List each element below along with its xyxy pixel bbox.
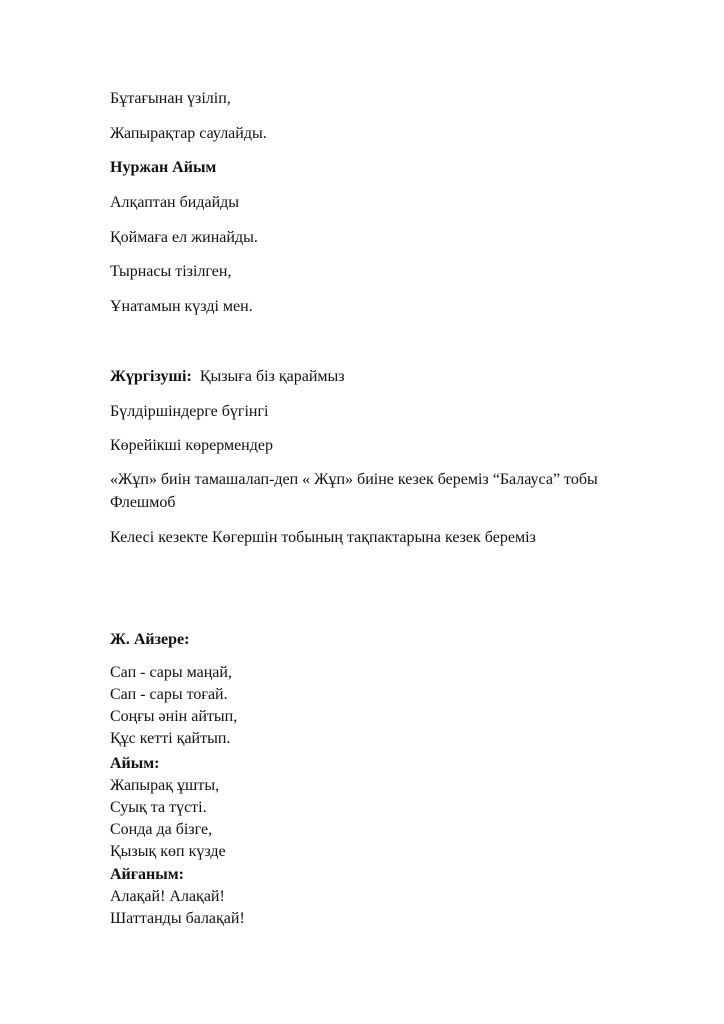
poem-line: Сап - сары тоғай. <box>110 686 228 703</box>
poem-line: Қоймаға ел жинайды. <box>110 229 258 246</box>
poem-line: Алақай! Алақай! <box>110 888 225 905</box>
poem-line: Суық та түсті. <box>110 799 207 816</box>
stanza <box>110 753 226 863</box>
stanza <box>110 662 237 750</box>
poem-line: Жапырақ ұшты, <box>110 777 220 794</box>
speaker-name: Айым: <box>110 755 160 772</box>
poem-line: Бұтағынан үзіліп, <box>110 90 231 107</box>
speaker-name: Айғаным: <box>110 866 184 883</box>
poem-line: Сап - сары маңай, <box>110 664 232 681</box>
poem-line: Тырнасы тізілген, <box>110 263 232 280</box>
speaker-name: Нуржан Айым <box>110 159 217 176</box>
poem-line: Шаттанды балақай! <box>110 910 245 927</box>
host-text: Қызыға біз қараймыз <box>199 368 345 385</box>
poem-line: Қызық көп күзде <box>110 843 226 860</box>
paragraph-line: «Жұп» биін тамашалап-деп « Жұп» биіне кезек береміз “Балауса” тобы <box>110 471 598 488</box>
poem-line: Соңғы әнін айтып, <box>110 708 238 725</box>
paragraph-line: Келесі кезекте Көгершін тобының тақпактарына кезек береміз <box>110 529 536 546</box>
paragraph-line: Флешмоб <box>110 494 176 511</box>
poem-line: Сонда да бізге, <box>110 821 213 838</box>
poem-line: Жапырақтар саулайды. <box>110 125 267 142</box>
stanza <box>110 864 245 930</box>
poem-line: Құс кетті қайтып. <box>110 730 231 747</box>
poem-line: Бүлдіршіндерге бүгінгі <box>110 403 269 420</box>
poem-line: Көрейікші көрермендер <box>110 437 273 454</box>
host-line <box>110 366 345 388</box>
speaker-name: Ж. Айзере: <box>110 631 190 648</box>
poem-line: Ұнатамын күзді мен. <box>110 298 253 315</box>
speaker-name: Жүргізуші: <box>110 368 192 385</box>
poem-line: Алқаптан бидайды <box>110 194 240 211</box>
